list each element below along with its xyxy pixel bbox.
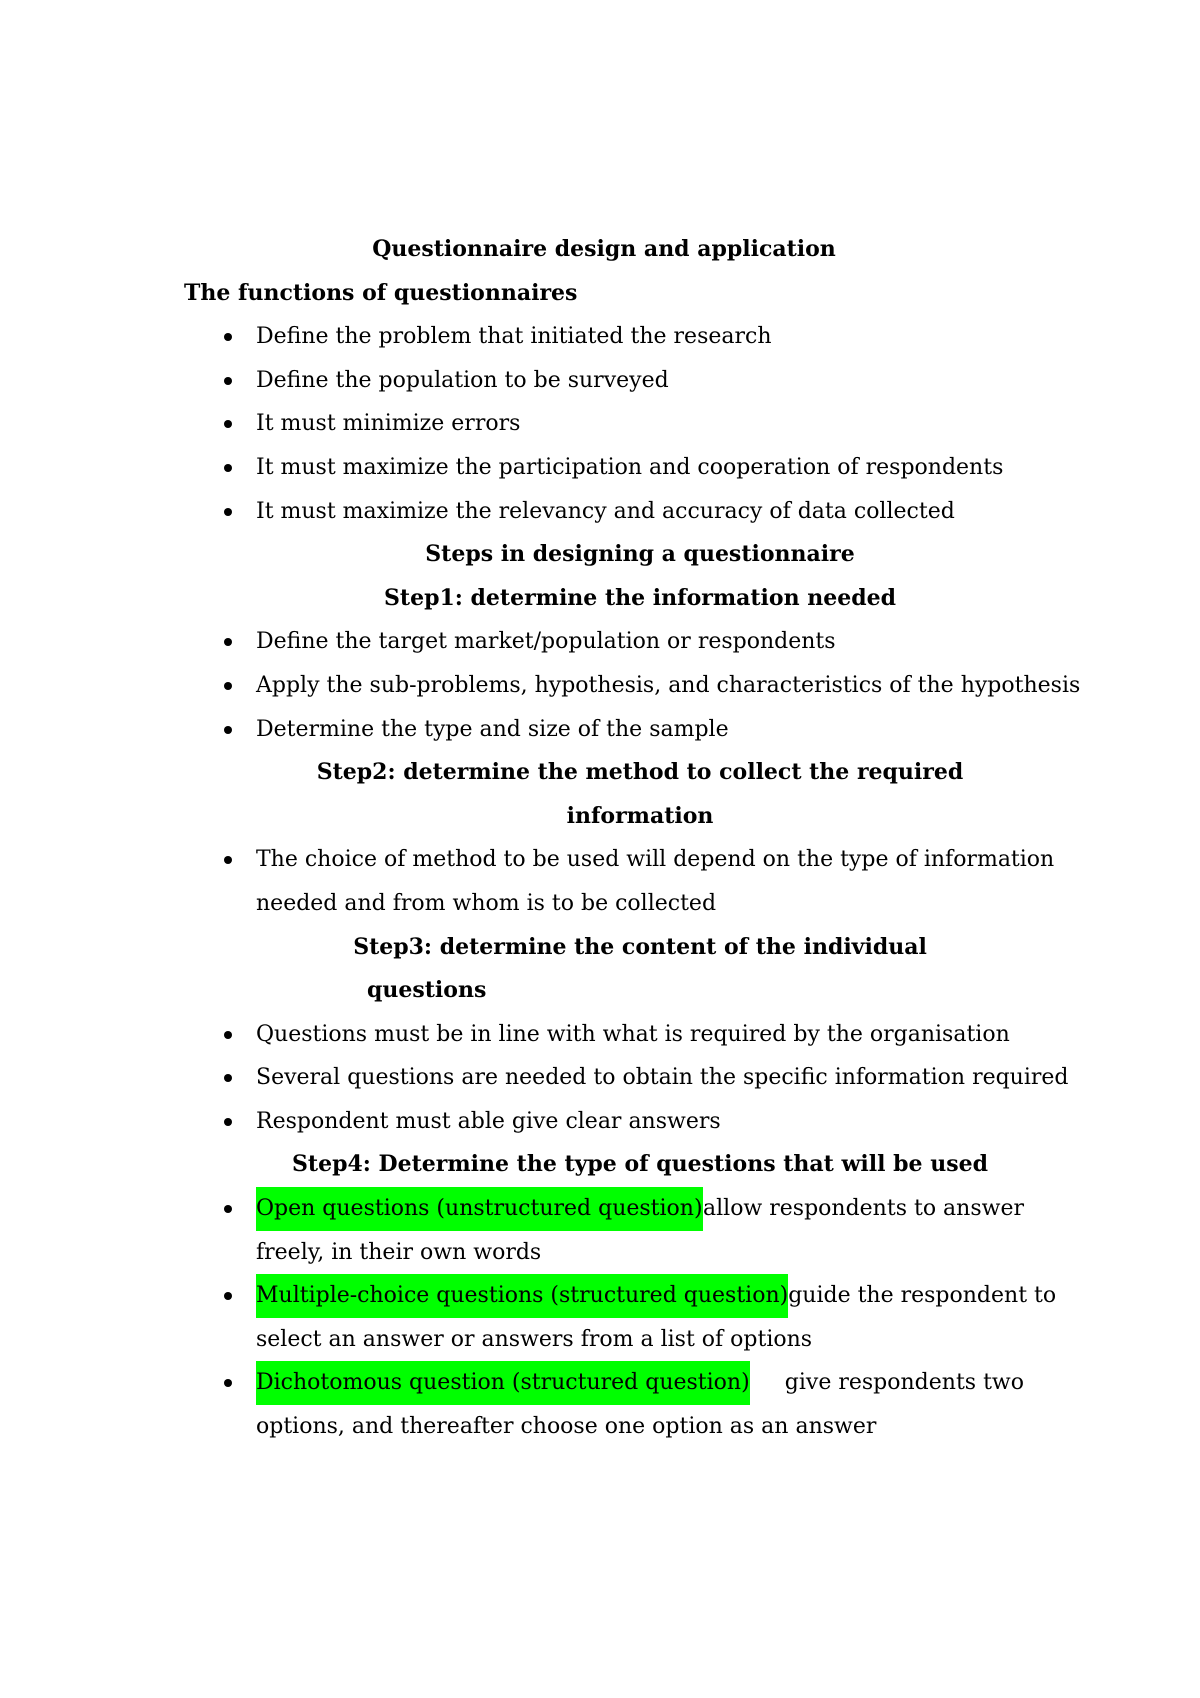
- highlighted-term: Open questions (unstructured question): [256, 1187, 703, 1231]
- list-item: It must maximize the participation and cooperation of respondents: [184, 446, 1024, 490]
- step2-heading-line1: Step2: determine the method to collect the required: [316, 759, 964, 786]
- bullet-icon: [224, 682, 232, 690]
- steps-heading: Steps in designing a questionnaire: [425, 541, 855, 568]
- bullet-icon: [224, 464, 232, 472]
- justified-line: Dichotomous question (structured question) give respondents two: [256, 1361, 1024, 1405]
- list-item: [184, 1361, 1024, 1405]
- highlighted-term: Dichotomous question (structured question): [256, 1361, 750, 1405]
- list-item: Several questions are needed to obtain the specific information required: [184, 1056, 1024, 1100]
- bullet-icon: [224, 333, 232, 341]
- bullet-icon: [224, 1118, 232, 1126]
- step1-heading: Step1: determine the information needed: [384, 584, 896, 611]
- bullet-icon: [224, 377, 232, 385]
- list-item: Respondent must able give clear answers: [184, 1100, 1024, 1144]
- bullet-icon: [224, 1031, 232, 1039]
- document-body: [184, 228, 1081, 1449]
- bullet-icon: [224, 638, 232, 646]
- document-title: Questionnaire design and application: [372, 236, 836, 262]
- step4-heading: Step4: Determine the type of questions that will be used: [292, 1151, 988, 1178]
- list-item-continuation: select an answer or answers from a list of options: [256, 1326, 813, 1352]
- justified-line: Multiple-choice questions (structured question) guide the respondent to: [256, 1274, 1024, 1318]
- bullet-icon: [224, 1074, 232, 1082]
- bullet-icon: [224, 726, 232, 734]
- list-item: The choice of method to be used will depend on the type of information: [184, 838, 1024, 882]
- step3-heading-line2: questions: [367, 977, 487, 1004]
- bullet-icon: [224, 856, 232, 864]
- bullet-icon: [224, 1292, 232, 1300]
- list-item: Define the problem that initiated the research: [184, 315, 1024, 359]
- functions-heading: The functions of questionnaires: [184, 279, 578, 306]
- bullet-icon: [224, 508, 232, 516]
- list-item: Apply the sub-problems, hypothesis, and characteristics of the hypothesis: [184, 664, 1024, 708]
- list-item: It must maximize the relevancy and accuracy of data collected: [184, 490, 1024, 534]
- list-item-continuation: options, and thereafter choose one option as an answer: [256, 1414, 877, 1440]
- list-item-continuation: needed and from whom is to be collected: [256, 890, 717, 916]
- list-item: [184, 1274, 1057, 1318]
- list-item: Determine the type and size of the sample: [184, 708, 1024, 752]
- list-item: Define the population to be surveyed: [184, 359, 1024, 403]
- step3-heading-line1: Step3: determine the content of the individual: [353, 933, 927, 960]
- list-item: Questions must be in line with what is required by the organisation: [184, 1013, 1024, 1057]
- list-item: Define the target market/population or respondents: [184, 620, 1024, 664]
- step2-heading-line2: information: [566, 802, 714, 829]
- list-item-continuation: freely, in their own words: [256, 1239, 542, 1265]
- list-item: [184, 1187, 1024, 1231]
- bullet-icon: [224, 420, 232, 428]
- bullet-icon: [224, 1379, 232, 1387]
- bullet-icon: [224, 1205, 232, 1213]
- justified-line: Open questions (unstructured question) allow respondents to answer: [256, 1187, 1024, 1231]
- list-item: It must minimize errors: [184, 402, 1024, 446]
- highlighted-term: Multiple-choice questions (structured question): [256, 1274, 788, 1318]
